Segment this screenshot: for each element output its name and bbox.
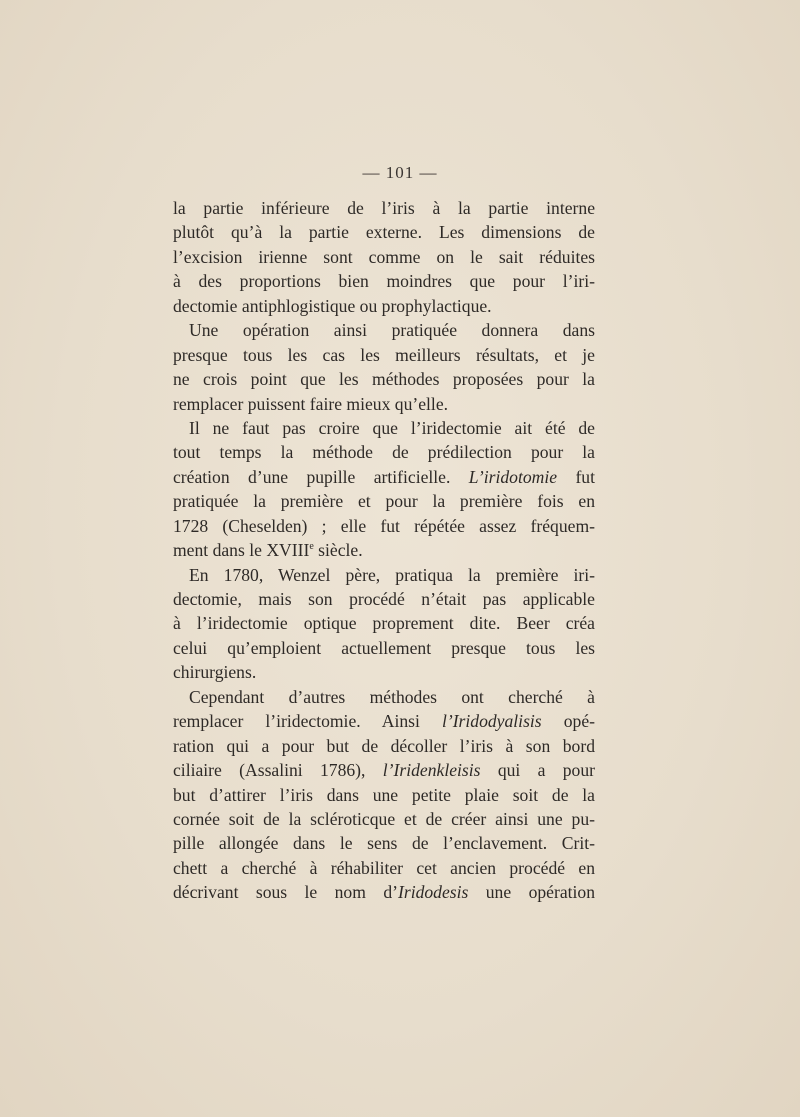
text-line (173, 660, 595, 684)
text-run: création d’une pupille artificielle. (173, 466, 469, 487)
text-run: presque tous les cas les meilleurs résultats, et je (173, 344, 595, 365)
text-run: remplacer l’iridectomie. Ainsi (173, 711, 442, 732)
text-run: ciliaire (Assalini 1786), (173, 760, 383, 781)
text-line (173, 196, 595, 220)
text-run: siècle. (313, 540, 363, 561)
italic-term: l’Iridodyalisis (441, 711, 542, 732)
italic-term: Iridodesis (397, 882, 469, 903)
text-line (173, 220, 595, 244)
text-line (173, 269, 595, 293)
text-line (173, 392, 595, 416)
text-run: pratiquée la première et pour la première fois en (173, 491, 595, 512)
text-run: dectomie, mais son procédé n’était pas applicable (173, 589, 595, 609)
text-line (173, 709, 595, 733)
body-text (173, 196, 595, 905)
text-run: la partie inférieure de l’iris à la partie interne (173, 198, 595, 218)
text-line (173, 807, 595, 831)
text-line (173, 856, 595, 880)
text-run: dectomie antiphlogistique ou prophylactique. (173, 295, 492, 316)
text-run: fut (557, 466, 595, 487)
text-run: Cependant d’autres méthodes ont cherché à (189, 686, 595, 707)
text-line (173, 636, 595, 660)
text-line (173, 611, 595, 635)
text-line (173, 294, 595, 318)
text-line (173, 880, 595, 904)
text-run: à des proportions bien moindres que pour l’iri- (173, 271, 595, 292)
text-run: une opération (468, 882, 596, 903)
text-line (173, 538, 595, 562)
text-line (173, 416, 595, 440)
text-line (173, 514, 595, 538)
text-run: ment dans le XVIII (173, 540, 310, 561)
text-run: En 1780, Wenzel père, pratiqua la première iri- (189, 564, 595, 585)
superscript: e (309, 541, 314, 553)
text-line (173, 245, 595, 269)
text-run: cornée soit de la scléroticque et de créer ainsi une pu- (173, 808, 595, 829)
text-line (173, 367, 595, 391)
text-run: but d’attirer l’iris dans une petite plaie soit de la (173, 784, 595, 805)
text-run: celui qu’emploient actuellement presque tous les (173, 637, 595, 658)
italic-term: l’Iridenkleisis (382, 760, 481, 781)
text-line (173, 440, 595, 464)
text-line (173, 343, 595, 367)
text-run: tout temps la méthode de prédilection pour la (173, 442, 595, 463)
text-run: à l’iridectomie optique proprement dite. Beer créa (173, 613, 595, 634)
text-line (173, 318, 595, 342)
text-run: chirurgiens. (173, 662, 257, 683)
text-run: 1728 (Cheselden) ; elle fut répétée assez fréquem- (173, 515, 595, 536)
text-line (173, 734, 595, 758)
text-line (173, 489, 595, 513)
text-run: opé- (541, 711, 595, 732)
text-line (173, 685, 595, 709)
text-run: plutôt qu’à la partie externe. Les dimensions de (173, 222, 595, 243)
text-line (173, 783, 595, 807)
text-run: Il ne faut pas croire que l’iridectomie ait été de (189, 417, 595, 438)
italic-term: L’iridotomie (468, 466, 558, 487)
text-line (173, 465, 595, 489)
page-number: — 101 — (362, 163, 438, 182)
text-run: qui a pour (480, 760, 595, 781)
text-run: Une opération ainsi pratiquée donnera dans (189, 320, 595, 341)
text-run: ne crois point que les méthodes proposées pour la (173, 369, 595, 390)
text-run: l’excision irienne sont comme on le sait réduites (173, 246, 595, 267)
text-run: chett a cherché à réhabiliter cet ancien procédé en (173, 857, 595, 878)
text-line (173, 563, 595, 587)
text-run: ration qui a pour but de décoller l’iris à son bord (173, 735, 595, 756)
text-run: pille allongée dans le sens de l’enclavement. Crit- (173, 833, 595, 854)
text-line (173, 587, 595, 611)
text-line (173, 758, 595, 782)
text-run: décrivant sous le nom d’ (173, 882, 398, 903)
text-run: remplacer puissent faire mieux qu’elle. (173, 393, 449, 414)
text-line (173, 831, 595, 855)
